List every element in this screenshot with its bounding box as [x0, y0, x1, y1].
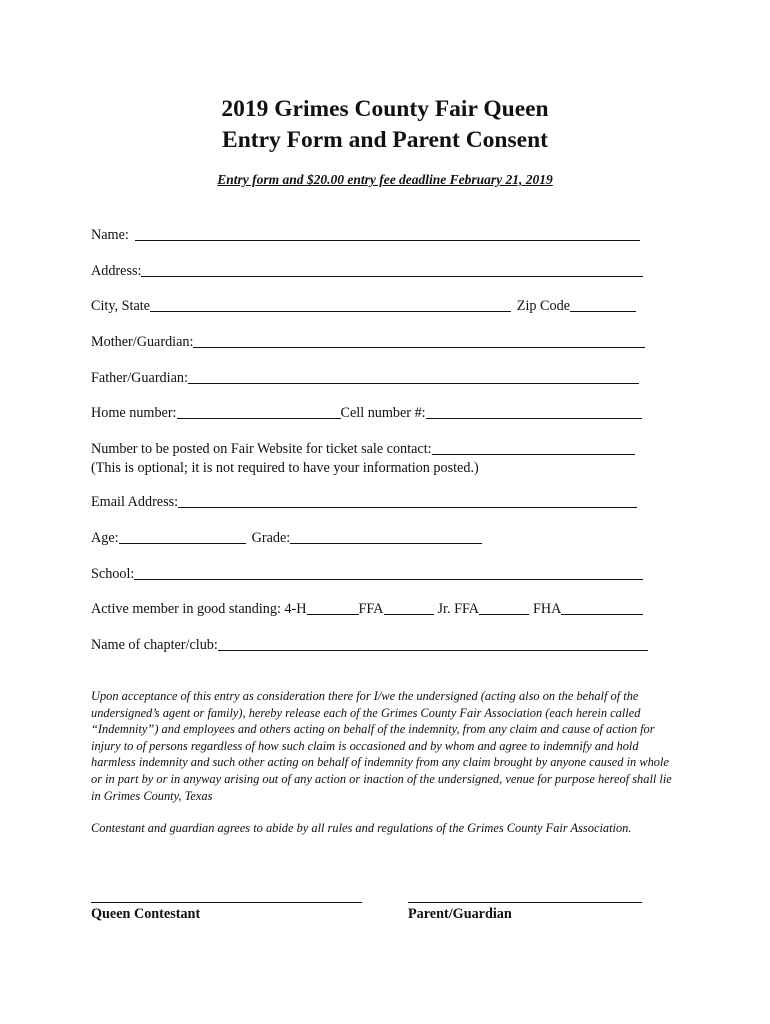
zip-field[interactable]	[570, 296, 636, 312]
jr-ffa-field[interactable]	[479, 599, 529, 615]
jr-ffa-label: Jr. FFA	[437, 601, 480, 617]
school-row	[91, 563, 643, 583]
grade-field[interactable]	[290, 528, 482, 544]
city-state-field[interactable]	[150, 296, 511, 312]
home-number-label: Home number:	[91, 405, 177, 421]
name-field[interactable]	[135, 225, 640, 241]
indemnity-paragraph: Upon acceptance of this entry as consideration there for I/we the undersigned (acting also on the behalf of the undersigned’s agent or family), hereby release each of the Grimes County Fair Association (each herein called “Indemnity”) and employees and others acting on behalf of the indemnity, from any claim and cause of action for injury to of persons regardless of how such claim is occasioned and by whom and agree to indemnify and hold harmless indemnity and such other acting on behalf of indemnity from any claim brought by anyone caused in whole or in part by or in anyway arising out of any action or inaction of the undersigned, venue for purpose hereof shall lie in Grimes County, Texas	[91, 689, 672, 803]
name-row	[91, 224, 640, 244]
email-field[interactable]	[178, 492, 637, 508]
active-member-label: Active member in good standing: 4-H	[91, 601, 307, 617]
address-row	[91, 260, 643, 280]
contestant-signature-line[interactable]	[91, 902, 362, 903]
cell-number-label: Cell number #:	[340, 405, 426, 421]
form-title-line2: Entry Form and Parent Consent	[222, 127, 548, 153]
rules-paragraph: Contestant and guardian agrees to abide by all rules and regulations of the Grimes County Fair Association.	[91, 821, 632, 835]
father-row	[91, 367, 639, 387]
zip-label: Zip Code	[516, 298, 570, 314]
city-state-label: City, State	[91, 298, 150, 314]
address-field[interactable]	[141, 261, 643, 277]
grade-label: Grade:	[251, 530, 291, 546]
fha-field[interactable]	[561, 599, 643, 615]
mother-row	[91, 331, 645, 351]
fha-label: FHA	[533, 601, 562, 617]
age-label: Age:	[91, 530, 119, 546]
membership-row	[91, 598, 643, 618]
city-state-row	[91, 295, 636, 315]
age-grade-row	[91, 527, 482, 547]
parent-signature-label: Parent/Guardian	[408, 906, 512, 922]
chapter-row	[91, 634, 648, 654]
father-field[interactable]	[188, 368, 639, 384]
cell-number-field[interactable]	[426, 403, 642, 419]
chapter-field[interactable]	[218, 635, 648, 651]
father-label: Father/Guardian:	[91, 370, 188, 386]
4h-field[interactable]	[307, 599, 359, 615]
home-number-field[interactable]	[177, 403, 341, 419]
website-contact-label: Number to be posted on Fair Website for ticket sale contact:	[91, 441, 432, 457]
email-label: Email Address:	[91, 494, 179, 510]
school-field[interactable]	[134, 564, 643, 580]
website-contact-field[interactable]	[432, 439, 635, 455]
optional-note: (This is optional; it is not required to have your information posted.)	[91, 460, 479, 476]
mother-field[interactable]	[193, 332, 645, 348]
school-label: School:	[91, 566, 135, 582]
email-row	[91, 491, 637, 511]
contestant-signature-label: Queen Contestant	[91, 906, 201, 922]
form-title-line1: 2019 Grimes County Fair Queen	[221, 96, 549, 122]
name-label: Name:	[91, 227, 129, 243]
address-label: Address:	[91, 263, 142, 279]
ffa-label: FFA	[358, 601, 384, 617]
website-contact-row	[91, 438, 635, 458]
age-field[interactable]	[119, 528, 246, 544]
ffa-field[interactable]	[384, 599, 434, 615]
parent-signature-line[interactable]	[408, 902, 642, 903]
chapter-label: Name of chapter/club:	[91, 637, 218, 653]
mother-label: Mother/Guardian:	[91, 334, 194, 350]
deadline-notice: Entry form and $20.00 entry fee deadline February 21, 2019	[217, 172, 553, 187]
phone-row	[91, 402, 642, 422]
